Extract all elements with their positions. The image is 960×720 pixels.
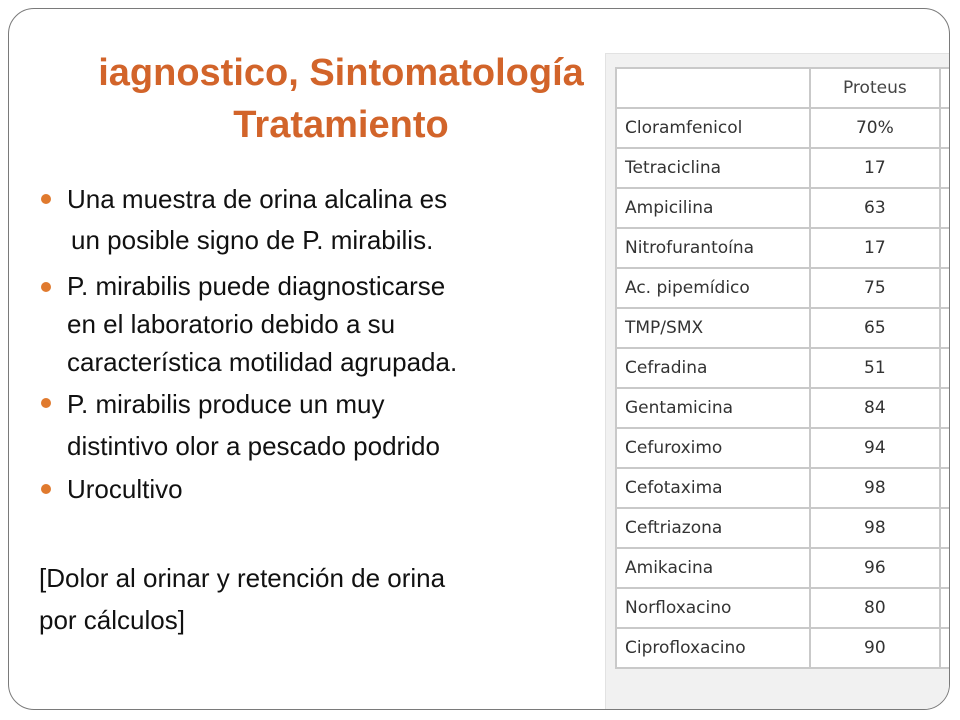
table-row [616, 468, 950, 508]
antibiotic-table-image [605, 53, 950, 710]
antibiotic-name-cell: Ampicilina [616, 188, 810, 228]
bullet-line: en el laboratorio debido a su [67, 309, 396, 339]
bullet-item [35, 267, 605, 381]
proteus-value-cell: 17 [810, 228, 940, 268]
table-row [616, 388, 950, 428]
bullet-item [35, 383, 605, 467]
table-row [616, 548, 950, 588]
antibiotic-name-cell: Gentamicina [616, 388, 810, 428]
antibiotic-name-cell: Ciprofloxacino [616, 628, 810, 668]
cut-off-cell [940, 268, 950, 308]
bullet-dot-icon [41, 484, 51, 494]
note-line: por cálculos] [39, 605, 185, 635]
proteus-value-cell: 65 [810, 308, 940, 348]
proteus-value-cell: 75 [810, 268, 940, 308]
cut-off-cell [940, 548, 950, 588]
bullet-list [35, 179, 605, 510]
slide-frame [8, 8, 950, 710]
proteus-value-cell: 94 [810, 428, 940, 468]
bullet-dot-icon [41, 398, 51, 408]
table-row [616, 428, 950, 468]
cut-off-cell [940, 228, 950, 268]
slide-title [8, 47, 691, 151]
antibiotic-name-cell: Cefotaxima [616, 468, 810, 508]
bullet-line: Urocultivo [67, 474, 183, 504]
antibiotic-name-cell: Cefuroximo [616, 428, 810, 468]
table-row [616, 228, 950, 268]
table-row [616, 588, 950, 628]
cut-off-cell [940, 188, 950, 228]
antibiotic-name-cell: Cefradina [616, 348, 810, 388]
bullet-line: distintivo olor a pescado podrido [67, 431, 440, 461]
table-row [616, 188, 950, 228]
table-header-cell-cut [940, 68, 950, 108]
table-header-row [616, 68, 950, 108]
table-row [616, 508, 950, 548]
cut-off-cell [940, 628, 950, 668]
bullet-dot-icon [41, 194, 51, 204]
table-row [616, 148, 950, 188]
title-line-2: Tratamiento [233, 104, 449, 146]
table-row [616, 348, 950, 388]
cut-off-cell [940, 348, 950, 388]
table-header-cell-proteus: Proteus [810, 68, 940, 108]
table-row [616, 268, 950, 308]
proteus-value-cell: 90 [810, 628, 940, 668]
bullet-line: característica motilidad agrupada. [67, 347, 458, 377]
antibiotic-name-cell: TMP/SMX [616, 308, 810, 348]
proteus-value-cell: 80 [810, 588, 940, 628]
bullet-dot-icon [41, 282, 51, 292]
proteus-value-cell: 51 [810, 348, 940, 388]
proteus-value-cell: 63 [810, 188, 940, 228]
antibiotic-name-cell: Ac. pipemídico [616, 268, 810, 308]
antibiotic-name-cell: Ceftriazona [616, 508, 810, 548]
title-line-1: iagnostico, Sintomatología [98, 52, 584, 94]
antibiotic-name-cell: Cloramfenicol [616, 108, 810, 148]
table-row [616, 108, 950, 148]
cut-off-cell [940, 108, 950, 148]
table-header-cell [616, 68, 810, 108]
bullet-line: P. mirabilis puede diagnosticarse [67, 271, 446, 301]
antibiotic-name-cell: Amikacina [616, 548, 810, 588]
proteus-value-cell: 70% [810, 108, 940, 148]
bullet-item [35, 179, 605, 261]
antibiotic-name-cell: Norfloxacino [616, 588, 810, 628]
proteus-value-cell: 98 [810, 468, 940, 508]
cut-off-cell [940, 588, 950, 628]
note-text [39, 557, 609, 641]
cut-off-cell [940, 508, 950, 548]
table-row [616, 308, 950, 348]
cut-off-cell [940, 428, 950, 468]
proteus-value-cell: 98 [810, 508, 940, 548]
proteus-value-cell: 84 [810, 388, 940, 428]
table-row [616, 628, 950, 668]
antibiotic-susceptibility-table [615, 67, 950, 669]
cut-off-cell [940, 468, 950, 508]
cut-off-cell [940, 148, 950, 188]
cut-off-cell [940, 308, 950, 348]
antibiotic-name-cell: Nitrofurantoína [616, 228, 810, 268]
note-line: [Dolor al orinar y retención de orina [39, 563, 446, 593]
bullet-line: un posible signo de P. mirabilis. [71, 225, 434, 255]
proteus-value-cell: 17 [810, 148, 940, 188]
cut-off-cell [940, 388, 950, 428]
bullet-line: P. mirabilis produce un muy [67, 389, 385, 419]
bullet-line: Una muestra de orina alcalina es [67, 184, 448, 214]
proteus-value-cell: 96 [810, 548, 940, 588]
bullet-item [35, 469, 605, 510]
antibiotic-name-cell: Tetraciclina [616, 148, 810, 188]
